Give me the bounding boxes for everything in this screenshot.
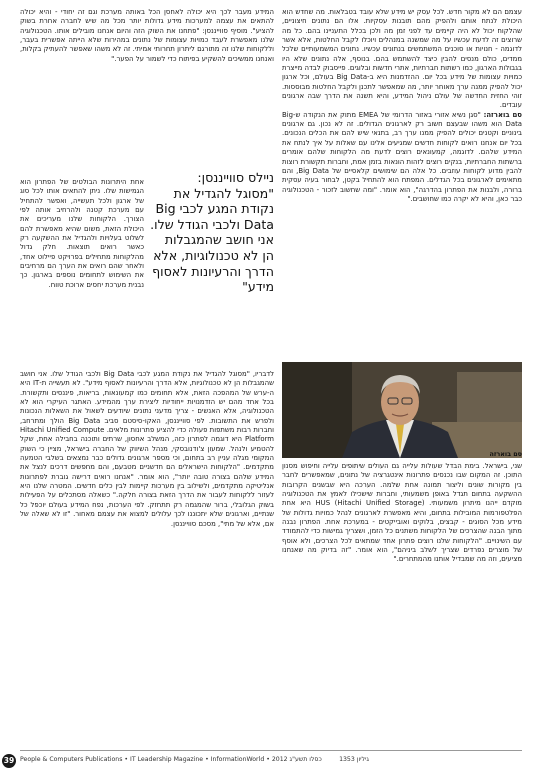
paragraph: שני, בישראל. בימת הבדל שעולות עלייה גם העולים שיתופים עלייה וחיפוש מסנון התוכן. זה המקום שבו נכנסים פתרונות אינטגרציה של נתונים, שמאפשרים לחבר בין מקורות שונים וליצור תמונה אחת שלמה. הערכה היא שבשנים הקרובות ההשקעה בתחום תגדל באופן משמעותי, וחברות שישכילו לאמץ את הטכנולוגיה מוקדם ייהנו מיתרון משמעותי. HUS (Hitachi Unified Storage) היא אחת הפלטפורמות המובילות בתחום, והיא מאפשרת לארגונים לנהל כמויות גדולות של מידע מכל הסוגים - קבצים, בלוקים ואובייקטים - במערכת אחת. הפתרון נבנה מתוך הבנה שהצרכים של הלקוחות משתנים כל הזמן, ושצריך גמישות כדי להתמודד עם השינויים. "הלקוחות שלנו רוצים פתרון אחד שמתאים לכל הצרכים, ולא אוסף של מוצרים נפרדים שצריך לשלב ביניהם", הוא אומר. "זה בדיוק מה שאנחנו מציעים, וזה מה שמבדיל אותנו מהמתחרים." [282, 462, 522, 564]
photo-caption: סם בוארזה [489, 450, 522, 458]
paragraph: עצמם הם לא מקור חדש. לכל עסק יש מידע שלא עובד בטבלאות. מה שחדש הוא היכולת לנתח אותם ולהפיק מהם תובנות עסקיות. אלו הם נתונים חיצוניים, שהלקוח יכול לא היה קיימים עד לפני זמן מה ולכן בכלל התעניינו בהם. כל מה שרוצים זה לדעת עכשיו על מה שמשנה במנהלים ויוכלו לקבל החלטות, אלא אשר לדוגמה - חנויות או סוכנים המשתמשים בנתונים עכשיו. נתונים המשמעותיים שלכל ממדים, כולם מנסים להבין כיצד להשתמש בהם. בנוסף, אלה נתונים שלא היו בגבולות הארגון, כמו רשתות חברתיות, אתרי חדשות ובלוגים. פייסבוק לבדה מייצרת כמויות עצומות של מידע בכל יום. ההזדמנות היא ב-Big Data בעולם, וכל ארגון יכול להפיק ממנה ערך מאוחר יותר, מה שמאפשר לתכנן ולקבל החלטות מבוססות. זוהי החזית החדשה של עולם ניהול המידע, והיא תשנה את הדרך שבה ארגונים עובדים. [282, 8, 522, 110]
paragraph: לדבריו, "מסוגל להגדיל את נקודת המגע לכבי Big Data ולכבי הגודל שלו. אני חושב שהמגבלות הן לא טכנולוגיות, אלא הדרך והרעיונות לאסוף מידע". לא תעשייה ת-IT היא ה-ערש של המהפכה הזאת, אלא תחומים כמו קמעונאות, בריאות, פיננסים ותקשורת. בכל אחד מהם יש הזדמנויות ייחודיות ליצירת ערך מהמידע. האתגר העיקרי הוא לא הטכנולוגיה, אלא האנשים - צריך מדעני נתונים שיודעים לשאול את השאלות הנכונות ולפרש את התשובות. לפי סווייננסן, האקו-סיסטם סביב Big Data הולך ומתרחב, וחברות רבות משתפות פעולה כדי להציע פתרונות מלאים. Hitachi Unified Compute Platform היא דוגמה לפתרון כזה, המשלב אחסון, שרתים ותוכנה בחבילה אחת, שקל להטמיע ולנהל. שמעון צ'ודנובסקי, מנהל השיווק של החברה בישראל, מציין כי השוק המקומי מגלה עניין רב בתחום, וכי מספר ארגונים גדולים כבר נמצאים בשלבי הטמעה מתקדמים. "הלקוחות הישראלים הם חדשניים מטבעם, והם מחפשים דרכים לנצל את המידע שלהם בצורה טובה יותר", הוא אומר. "אנחנו רואים דרישה גוברת לפתרונות אנליטיקה מתקדמים, ולשילוב בין מערכות קיימות לבין כלים חדשים. המטרה שלנו היא לעזור ללקוחות לעבור את הדרך הזאת בצורה חלקה." כשאלה מסתכלים על הפעילות בשוק הגלובלי, ברור שהמגמה רק תתחזק. לפי הערכות, נפח המידע בעולם יוכפל כל שנתיים, וארגונים שלא יתכוננו לכך עלולים למצוא את עצמם מאחור. "זו לא שאלה של אם, אלא של מתי", מסכם סווייננסן. [20, 370, 274, 528]
pull-quote-text: "מסוגל להגדיל את נקודת המגע לכבי Big Data ולכבי הגודל שלו. אני חושב שהמגבלות הן לא טכנולוגיות, אלא הדרך והרעיונות לאסוף מידע" [150, 185, 274, 295]
paragraph-text: "סגן נשיא אזורי באזור הדרומי של EMEA מתוק את הנקודה ש-Big Data הוא משהו שבעצם חשוב רק לארגונים הגדולים. זה לא נכון. גם ארגונים בינוניים וקטנים יכולים להפיק ממנו ערך רב, בתנאי שיש להם את הכלים הנכונים. בכל יום אנחנו רואים לקוחות חדשים שמגיעים אלינו עם שאלות על איך לנתח את המידע שלהם. לדוגמה, קמעונאים רוצים לדעת מה הלקוחות שלהם אומרים ברשתות החברתיות, בנקים רוצים לזהות הונאות בזמן אמת, וחברות תקשורת רוצות להבין מדוע לקוחות עוזבים. כל אלה הם שימושים קלאסיים של Big Data, והם מתאימים לארגונים בכל הגדלים. המפתח הוא להתחיל בקטן, לבחור בעיה עסקית ברורה, ולבנות את הפתרון בהדרגה", הוא אומר. "ומה שחשוב לזכור - הטכנולוגיה כבר כאן, והיא לא יקרה כמו שחושבים." [282, 110, 522, 203]
speaker-name: סם בוארזה: [483, 110, 522, 119]
paragraph: אחת היתרונות הבולטים של הפתרון הוא הגמישות שלו. ניתן להתאים אותו לכל סוג של ארגון ולכל תעשייה, ואפשר להתחיל עם מערכת קטנה ולהרחיב אותה לפי הצורך. הלקוחות שלנו מעריכים את היכולת הזאת, משום שהיא מאפשרת להם לשלוט בעלויות ולהגדיל את ההשקעה רק כאשר רואים תוצאות. חלק גדול מהלקוחות מתחילים בפרויקט פיילוט אחד, ולאחר שהם רואים את הערך הם מרחיבים את השימוש לתחומים נוספים בארגון. כך נבנית מערכת יחסים ארוכת טווח. [20, 178, 144, 289]
article-column-left-bottom [20, 370, 274, 744]
footer-issue: גיליון 1353 [339, 756, 369, 763]
article-column-narrow [20, 178, 144, 370]
article-column-right-top [282, 8, 522, 360]
page-footer [0, 748, 539, 774]
portrait-photo [282, 362, 522, 458]
article-column-right-bottom [282, 462, 522, 744]
article-column-left-top [20, 8, 274, 180]
pull-quote [150, 170, 274, 370]
paragraph: המידע מעבר לכך היא יכולה לאחסן הכל באותה מערכת וגם זה יחודי - והיא יכולה להתאים את עצמה למערכות מידע גדולות יותר מכל מה שיש לחברה אחרת בשוק להציע". מוסיף סווייננסן: "פתחנו את השוק הזה והיום אנחנו מובילים אותו. הטכנולוגיה שלנו מאפשרת לעבד כמויות עצומות של נתונים במהירות שלא הייתה אפשרית בעבר, וללקוחות שלנו זה מתורגם ליתרון תחרותי אמיתי. זה לא משהו שאפשר להעתיק בקלות, ואנחנו ממשיכים להשקיע בפיתוח כדי לשמור על הפער." [20, 8, 274, 63]
footer-publication: People & Computers Publications • IT Leadership Magazine • InformationWorld • 2012 כסלו תשע"ג [20, 756, 322, 763]
page-number: 39 [2, 754, 16, 768]
pull-quote-attribution: ניילס סווייננסן: [197, 170, 274, 185]
portrait-illustration [282, 362, 522, 458]
footer-rule [20, 750, 522, 751]
paragraph [282, 111, 522, 204]
